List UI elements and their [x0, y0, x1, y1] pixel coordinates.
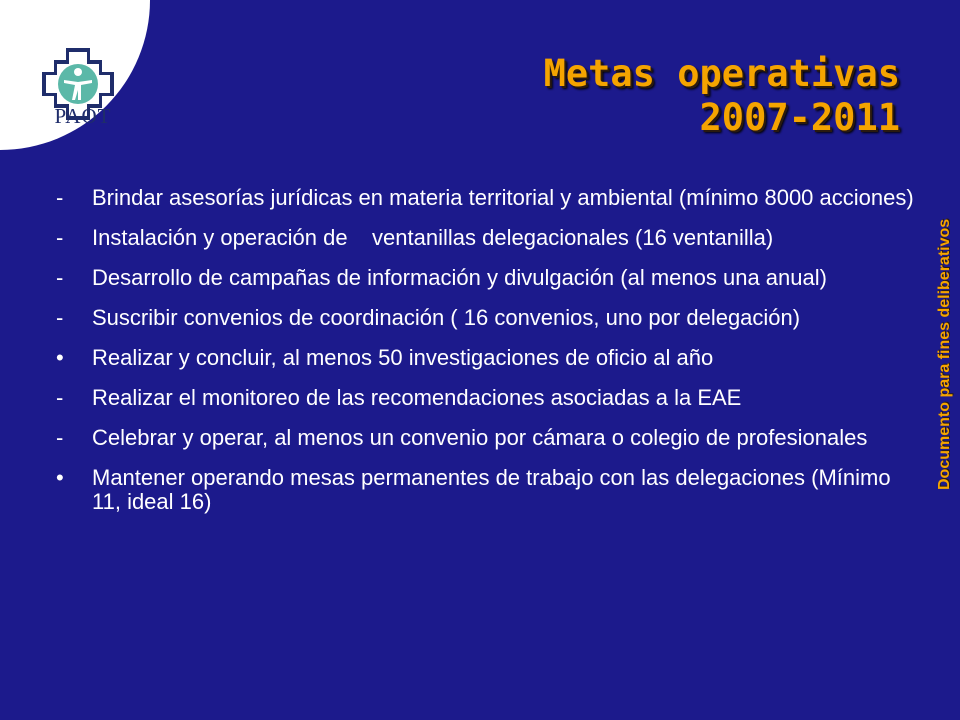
item-text: Desarrollo de campañas de información y divulgación (al menos una anual) — [92, 265, 827, 290]
item-text: Realizar el monitoreo de las recomendaciones asociadas a la EAE — [92, 385, 742, 410]
list-marker: - — [56, 225, 64, 250]
list-marker: - — [56, 185, 64, 210]
item-text: Realizar y concluir, al menos 50 investigaciones de oficio al año — [92, 345, 714, 370]
item-text: Brindar asesorías jurídicas en materia territorial y ambiental (mínimo 8000 acciones) — [92, 185, 914, 210]
list-item — [56, 426, 916, 450]
list-marker: • — [56, 345, 64, 370]
item-text: Suscribir convenios de coordinación ( 16 convenios, uno por delegación) — [92, 305, 801, 330]
list-marker: - — [56, 265, 64, 290]
list-item — [56, 386, 916, 410]
goals-list — [56, 186, 916, 530]
list-marker: - — [56, 305, 64, 330]
list-marker: • — [56, 465, 64, 490]
list-item — [56, 466, 916, 514]
list-item — [56, 306, 916, 330]
side-note: Documento para fines deliberativos — [936, 218, 953, 490]
page-title — [544, 52, 900, 140]
logo-text: PAOT — [54, 104, 112, 128]
list-item — [56, 226, 916, 250]
item-text: Mantener operando mesas permanentes de trabajo con las delegaciones (Mínimo 11, ideal 16) — [92, 465, 891, 514]
item-text: Celebrar y operar, al menos un convenio por cámara o colegio de profesionales — [92, 425, 868, 450]
title-line-1: Metas operativas — [543, 52, 900, 95]
title-line-2: 2007-2011 — [699, 96, 900, 139]
item-text: Instalación y operación de ventanillas delegacionales (16 ventanilla) — [92, 225, 774, 250]
list-item — [56, 186, 916, 210]
list-marker: - — [56, 385, 64, 410]
list-item — [56, 346, 916, 370]
list-marker: - — [56, 425, 64, 450]
list-item — [56, 266, 916, 290]
